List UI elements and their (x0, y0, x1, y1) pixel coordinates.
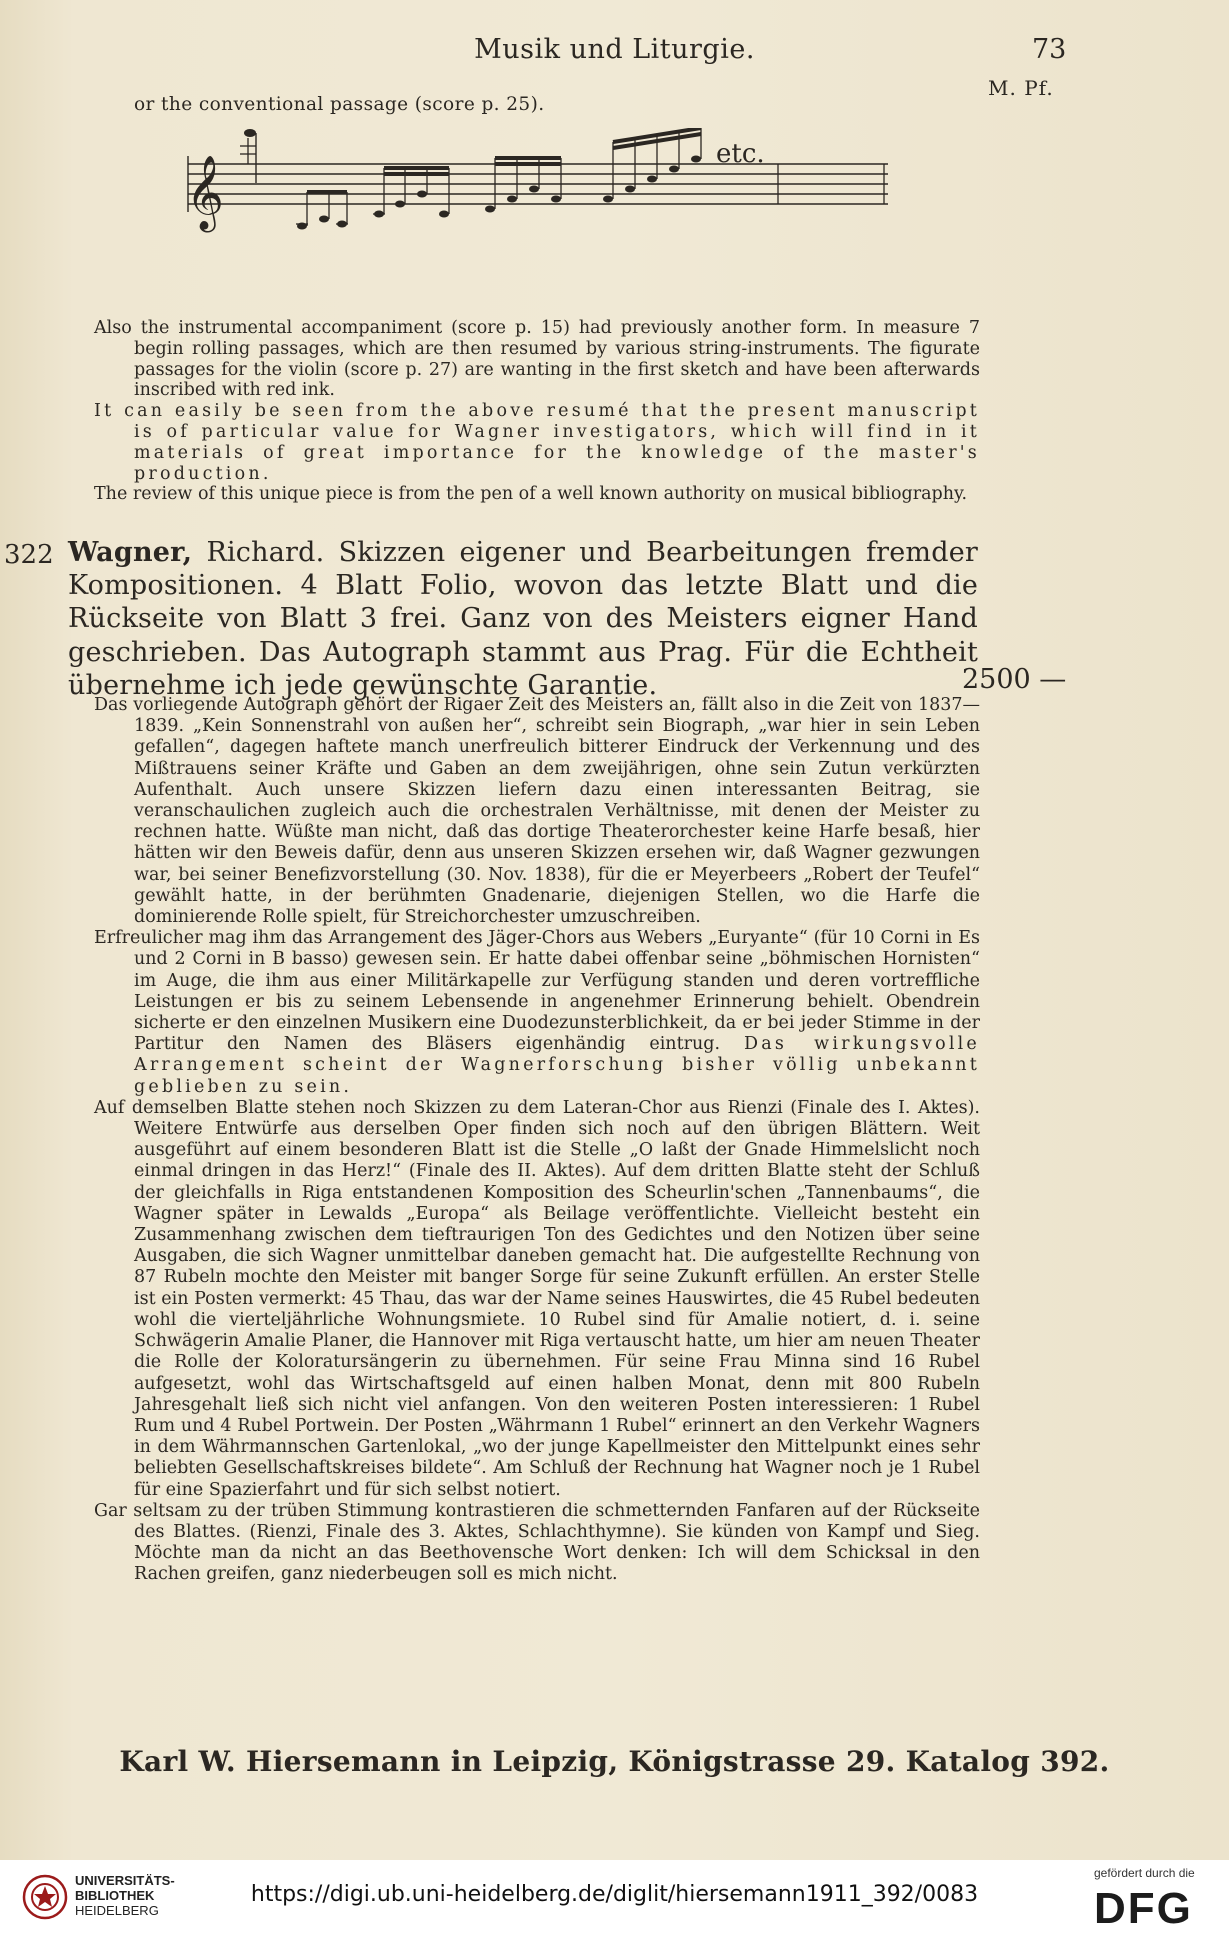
section-code: M. Pf. (988, 76, 1054, 100)
lot-price: 2500 — (962, 664, 1067, 695)
dfg-logo: DFG (1094, 1884, 1193, 1933)
lot-author: Wagner, (68, 537, 193, 568)
institution-line: UNIVERSITÄTS- (75, 1873, 175, 1888)
german-paragraph-text: Erfreulicher mag ihm das Arrangement des Jäger-Chors aus Webers „Euryante“ (für 10 Corni in Es und 2 Corni in B basso) gewesen sein. Er hatte dabei offenbar seine „böhmischen Hornisten“ im Auge, die ihm aus einer Militärkapelle zur Verfügung standen und deren vortreffliche Leistungen er bis zu seinem Lebensende in angenehmer Erinnerung behielt. Obendrein sicherte er den einzelnen Musikern eine Duodezunsterblichkeit, da er bei jeder Stimme in der Partitur den Namen des Bläsers eigenhändig eintrug. (94, 928, 980, 1055)
music-score-excerpt (178, 128, 898, 288)
english-paragraph: The review of this unique piece is from the pen of a well known authority on musical bibliography. (94, 484, 968, 505)
funding-label: gefördert durch die (1094, 1866, 1195, 1880)
english-description (94, 318, 980, 505)
english-paragraph: It can easily be seen from the above resumé that the present manuscript is of particular value for Wagner investigators, which will find in it materials of great importance for the knowledge of the master's production. (94, 401, 980, 484)
score-etc-label: etc. (716, 139, 765, 169)
running-header-title: Musik und Liturgie. (474, 34, 755, 65)
german-description (94, 695, 980, 1586)
english-paragraph: Also the instrumental accompaniment (score p. 15) had previously another form. In measure 7 begin rolling passages, which are then resumed by various string-instruments. The figurate passages for the violin (score p. 27) are wanting in the first sketch and have been afterwards inscribed with red ink. (94, 318, 980, 401)
intro-line: or the conventional passage (score p. 25). (134, 94, 545, 115)
catalog-footer: Karl W. Hiersemann in Leipzig, Königstrasse 29. Katalog 392. (119, 1745, 1110, 1778)
lot-title-text: Richard. Skizzen eigener und Bearbeitungen fremder Kompositionen. 4 Blatt Folio, wovon das letzte Blatt und die Rückseite von Blatt 3 frei. Ganz von des Meisters eigner Hand geschrieben. Das Autograph stammt aus Prag. Für die Echtheit übernehme ich jede gewünschte Garantie. (68, 537, 978, 701)
german-paragraph: Gar seltsam zu der trüben Stimmung kontrastieren die schmetternden Fanfaren auf der Rückseite des Blattes. (Rienzi, Finale des 3. Aktes, Schlachthymne). Sie künden von Kampf und Sieg. Möchte man da nicht an das Beethovensche Wort denken: Ich will dem Schicksal in den Rachen greifen, ganz niederbeugen soll es mich nicht. (94, 1500, 980, 1585)
german-paragraph (94, 928, 980, 1098)
lot-title (68, 536, 978, 702)
page-number: 73 (1032, 34, 1067, 65)
institution-line: BIBLIOTHEK (75, 1888, 155, 1903)
institution-line: HEIDELBERG (75, 1903, 159, 1918)
german-paragraph: Auf demselben Blatte stehen noch Skizzen zu dem Lateran-Chor aus Rienzi (Finale des I. Aktes). Weitere Entwürfe aus derselben Oper finden sich noch auf den übrigen Blättern. Weit ausgeführt auf einem besonderen Blatt ist die Stelle „O laßt der Gnade Himmelslicht noch einmal dringen in das Herz!“ (Finale des II. Aktes). Auf dem dritten Blatte steht der Schluß der gleichfalls in Riga entstandenen Komposition des Scheurlin'schen „Tannenbaums“, die Wagner später in Lewalds „Europa“ als Beilage veröffentlichte. Vielleicht besteht ein Zusammenhang zwischen dem tieftraurigen Ton des Gedichtes und den Notizen über seine Ausgaben, die sich Wagner unmittelbar daneben gemacht hat. Die aufgestellte Rechnung von 87 Rubeln mochte den Meister mit banger Sorge für seine Zukunft erfüllen. An erster Stelle ist ein Posten vermerkt: 45 Thau, das war der Name seines Hauswirtes, die 45 Rubel bedeuten wohl die vierteljährliche Wohnungsmiete. 10 Rubel sind für Amalie notiert, d. i. seine Schwägerin Amalie Planer, die Hannover mit Riga vertauscht hatte, um hier am neuen Theater die Rolle der Koloratursängerin zu übernehmen. Für seine Frau Minna sind 16 Rubel aufgesetzt, wohl das Wirtschaftsgeld auf einen halben Monat, denn mit 800 Rubeln Jahresgehalt ließ sich nicht viel anfangen. Von den weiteren Posten interessieren: 1 Rubel Rum und 4 Rubel Portwein. Der Posten „Währmann 1 Rubel“ erinnert an den Verkehr Wagners in dem Währmannschen Gartenlokal, „wo der junge Kapellmeister den Mittelpunkt eines sehr beliebten Gesellschaftskreises bildete“. Am Schluß der Rechnung hat Wagner noch je 1 Rubel für eine Spazierfahrt und für sich selbst notiert. (94, 1097, 980, 1500)
svg-text:𝄞: 𝄞 (186, 156, 224, 230)
german-paragraph: Das vorliegende Autograph gehört der Rigaer Zeit des Meisters an, fällt also in die Zeit von 1837—1839. „Kein Sonnenstrahl von außen her“, schreibt sein Biograph, „war hier in sein Leben gefallen“, dagegen haftete manch unerfreulich bitterer Eindruck der Verkennung und des Mißtrauens seiner Kräfte und Gaben an dem zweijährigen, ohne sein Zutun verkürzten Aufenthalt. Auch unsere Skizzen liefern dazu einen interessanten Beitrag, sie veranschaulichen zugleich auch die orchestralen Verhältnisse, mit denen der Meister zu rechnen hatte. Wüßte man nicht, daß das dortige Theaterorchester keine Harfe besaß, hier hätten wir den Beweis dafür, denn aus unseren Skizzen ersehen wir, daß Wagner gezwungen war, bei seiner Benefizvorstellung (30. Nov. 1838), für die er Meyerbeers „Robert der Teufel“ gewählt hatte, in der berühmten Gnadenarie, diejenigen Stellen, wo die Harfe die dominierende Rolle spielt, für Streichorchester umzuschreiben. (94, 695, 980, 928)
german-spaced-phrase: Das wirkungsvolle Arrangement scheint der Wagnerforschung bisher völlig unbekannt geblieben zu sein. (134, 1034, 980, 1097)
document-url-link[interactable]: https://digi.ub.uni-heidelberg.de/diglit/hiersemann1911_392/0083 (250, 1882, 979, 1907)
lot-number: 322 (4, 540, 54, 570)
